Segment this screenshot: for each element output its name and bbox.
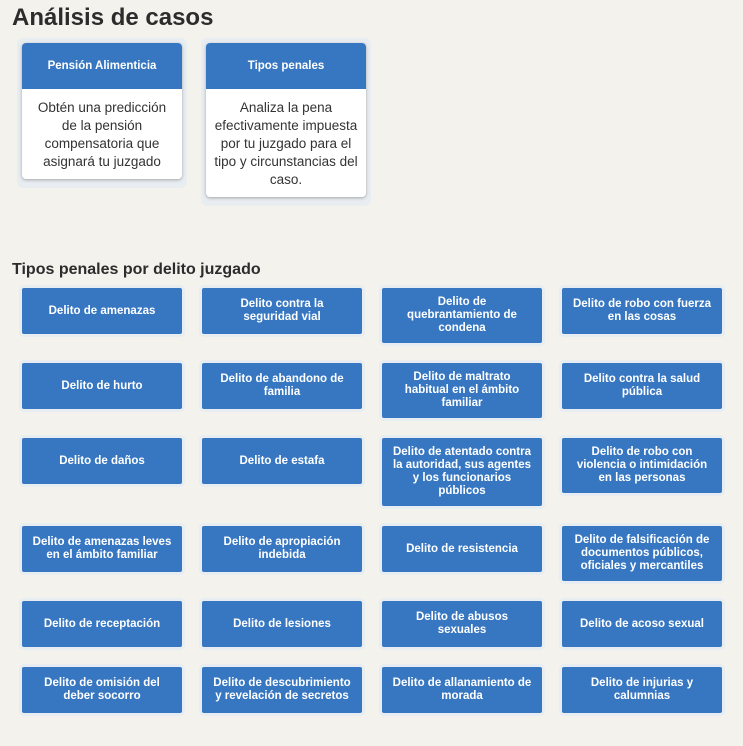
delito-button[interactable]: Delito de atentado contra la autoridad, sus agentes y los funcionarios públicos (382, 438, 542, 506)
delito-button[interactable]: Delito de falsificación de documentos públicos, oficiales y mercantiles (562, 526, 722, 581)
pension-alimenticia-card[interactable] (22, 43, 182, 179)
page-title: Análisis de casos (12, 4, 214, 31)
delito-button[interactable]: Delito de acoso sexual (562, 601, 722, 647)
delito-button[interactable]: Delito de robo con fuerza en las cosas (562, 288, 722, 334)
tipos-penales-card[interactable] (206, 43, 366, 197)
delito-button[interactable]: Delito de injurias y calumnias (562, 667, 722, 713)
card-well (17, 38, 187, 188)
delito-button[interactable]: Delito de resistencia (382, 526, 542, 572)
delito-button[interactable]: Delito de abusos sexuales (382, 601, 542, 647)
card-header[interactable]: Pensión Alimenticia (22, 43, 182, 89)
delito-button[interactable]: Delito de daños (22, 438, 182, 484)
card-header[interactable]: Tipos penales (206, 43, 366, 89)
delito-button[interactable]: Delito de receptación (22, 601, 182, 647)
delito-button[interactable]: Delito de abandono de familia (202, 363, 362, 409)
delito-button[interactable]: Delito de quebrantamiento de condena (382, 288, 542, 343)
card-description: Analiza la pena efectivamente impuesta por tu juzgado para el tipo y circunstancias del caso. (214, 100, 358, 187)
case-analysis-cards (17, 38, 371, 206)
delito-button[interactable]: Delito de hurto (22, 363, 182, 409)
delito-button[interactable]: Delito de lesiones (202, 601, 362, 647)
delito-button[interactable]: Delito de maltrato habitual en el ámbito familiar (382, 363, 542, 418)
section-title: Tipos penales por delito juzgado (12, 261, 261, 278)
delito-button[interactable]: Delito de amenazas (22, 288, 182, 334)
delito-button[interactable]: Delito de descubrimiento y revelación de secretos (202, 667, 362, 713)
card-description: Obtén una predicción de la pensión compensatoria que asignará tu juzgado (37, 100, 167, 169)
delito-button[interactable]: Delito de robo con violencia o intimidación en las personas (562, 438, 722, 493)
delito-button[interactable]: Delito contra la seguridad vial (202, 288, 362, 334)
delito-button[interactable]: Delito de estafa (202, 438, 362, 484)
delito-button[interactable]: Delito de amenazas leves en el ámbito familiar (22, 526, 182, 572)
delito-button[interactable]: Delito de allanamiento de morada (382, 667, 542, 713)
delito-button[interactable]: Delito de omisión del deber socorro (22, 667, 182, 713)
delito-button[interactable]: Delito contra la salud pública (562, 363, 722, 409)
delito-button[interactable]: Delito de apropiación indebida (202, 526, 362, 572)
delito-button-grid (22, 288, 722, 713)
card-well (201, 38, 371, 206)
